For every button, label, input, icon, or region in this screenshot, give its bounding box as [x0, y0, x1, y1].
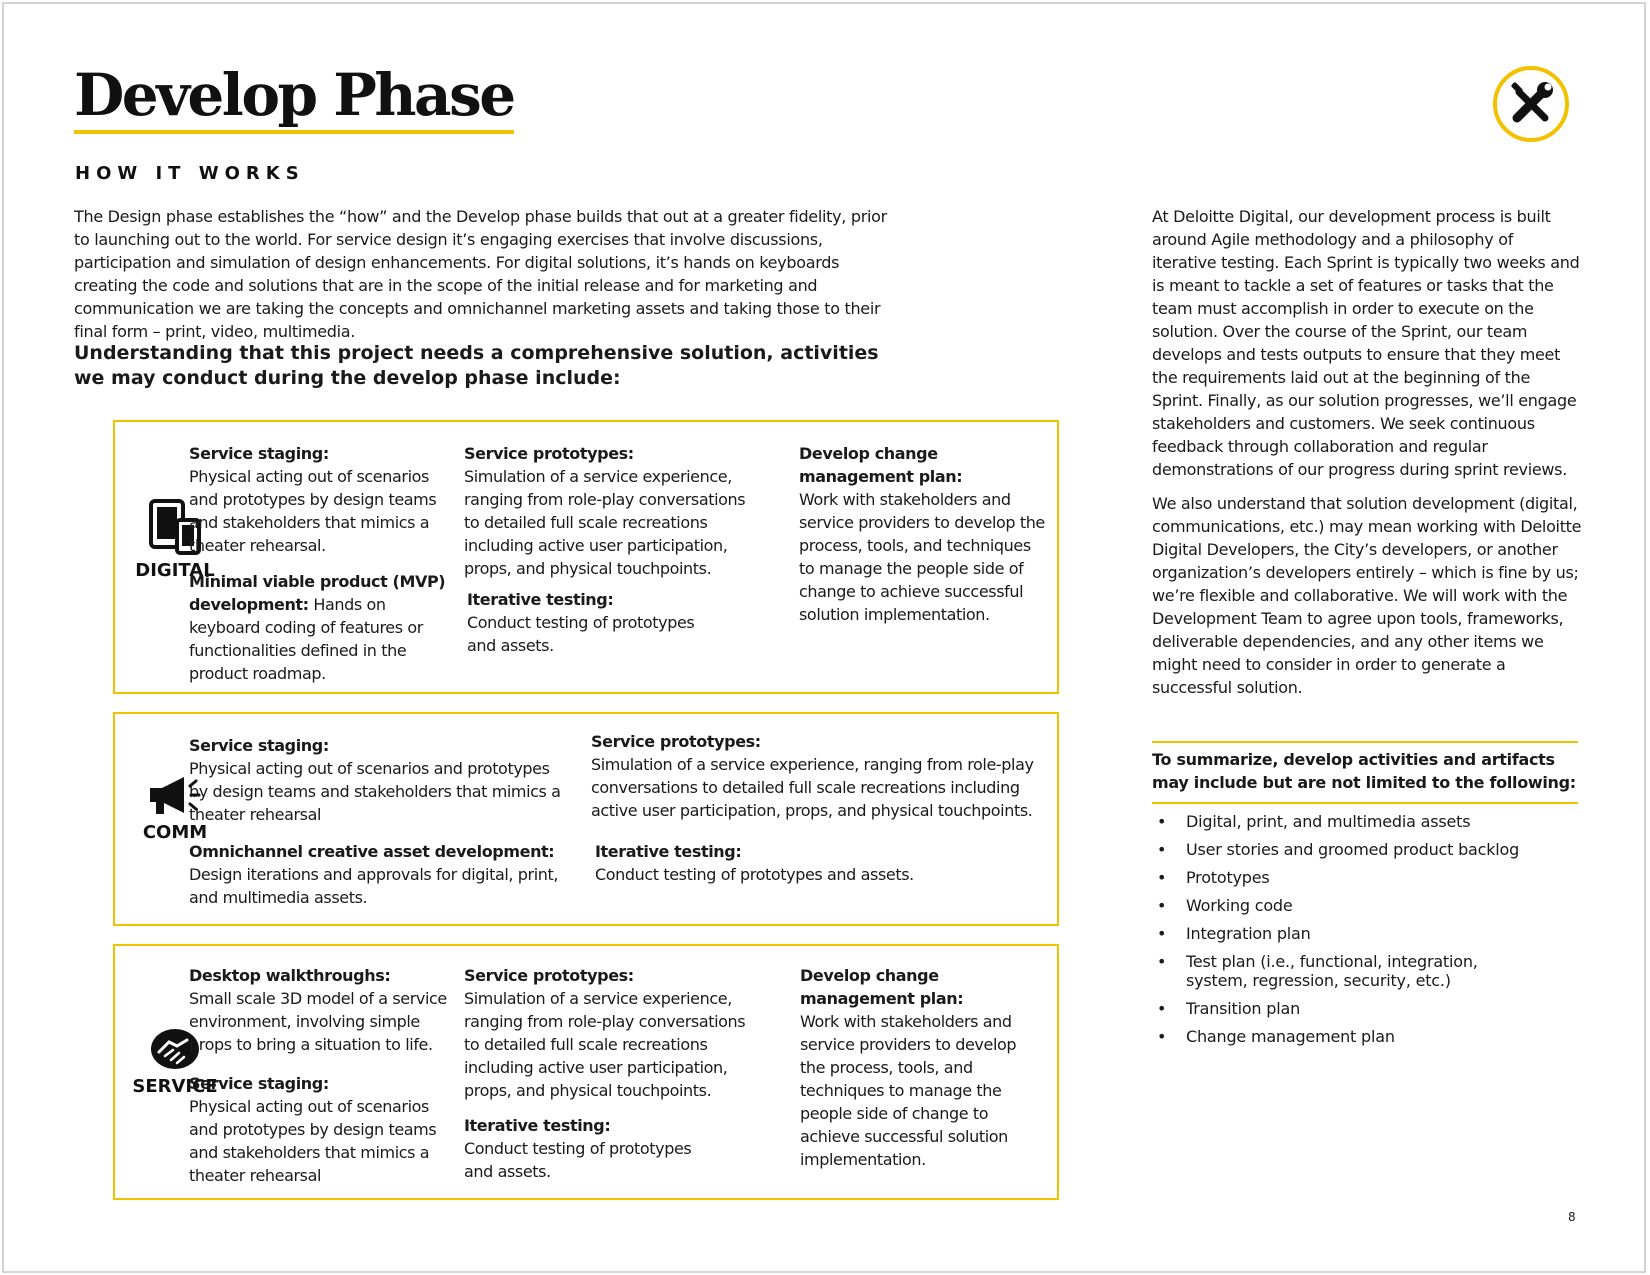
activity-title: Service staging:: [189, 444, 329, 463]
activity-title: Iterative testing:: [595, 842, 742, 861]
digital-service-prototypes: [464, 442, 764, 580]
service-label: SERVICE: [132, 1076, 218, 1097]
activity-title: Service prototypes:: [591, 732, 761, 751]
comm-iterative-testing: [595, 840, 995, 886]
activity-title: Iterative testing:: [467, 590, 614, 609]
digital-label: DIGITAL: [135, 560, 215, 581]
list-item: • Change management plan: [1152, 1027, 1582, 1046]
comm-service-staging: [189, 734, 569, 826]
list-item: • Test plan (i.e., functional, integration, system, regression, security, etc.): [1152, 952, 1486, 990]
service-desktop-walkthroughs: [189, 964, 451, 1056]
digital-service-staging: [189, 442, 459, 557]
activity-body: Simulation of a service experience, ranging from role-play conversations to detailed full scale recreations including active user participation, props, and physical touchpoints.: [464, 467, 746, 578]
activity-body: Physical acting out of scenarios and prototypes by design teams and stakeholders that mimics a theater rehearsal: [189, 1097, 437, 1185]
digital-mvp: [189, 570, 459, 685]
activity-body: Conduct testing of prototypes and assets.: [467, 613, 695, 655]
activity-body: Hands on keyboard coding of features or functionalities defined in the product roadmap.: [189, 595, 423, 683]
page-number: 8: [1568, 1210, 1576, 1224]
activity-body: Simulation of a service experience, ranging from role-play conversations to detailed full scale recreations including active user participation, props, and physical touchpoints.: [591, 755, 1034, 820]
activity-title: Service prototypes:: [464, 444, 634, 463]
comm-service-prototypes: [591, 730, 1041, 822]
list-item: • User stories and groomed product backlog: [1152, 840, 1582, 859]
activity-title: Omnichannel creative asset development:: [189, 842, 555, 861]
activity-title: Service prototypes:: [464, 966, 634, 985]
summary-bottom-rule: [1152, 802, 1578, 804]
activity-title: Develop change management plan:: [799, 444, 963, 486]
activity-title: Service staging:: [189, 1074, 329, 1093]
list-item: • Prototypes: [1152, 868, 1582, 887]
artifacts-list: [1152, 812, 1582, 1046]
list-item: • Working code: [1152, 896, 1582, 915]
development-paragraph: We also understand that solution development (digital, communications, etc.) may mean working with Deloitte Digital Developers, the City’s developers, or another organization’s developers entirely – which is fine by us; we’re flexible and collaborative. We will work with the Development Team to agree upon tools, frameworks, deliverable dependencies, and any other items we might need to consider in order to generate a successful solution.: [1152, 494, 1582, 697]
activity-body: Design iterations and approvals for digital, print, and multimedia assets.: [189, 865, 559, 907]
digital-iterative-testing: [467, 588, 727, 657]
activity-body: Conduct testing of prototypes and assets.: [595, 865, 914, 884]
activity-title: Desktop walkthroughs:: [189, 966, 391, 985]
activity-body: Small scale 3D model of a service environment, involving simple props to bring a situation to life.: [189, 989, 447, 1054]
service-activities-box: [113, 944, 1059, 1200]
activity-body: Physical acting out of scenarios and prototypes by design teams and stakeholders that mimics a theater rehearsal.: [189, 467, 437, 555]
activity-body: Work with stakeholders and service providers to develop the process, tools, and techniques to manage the people side of change to achieve successful solution implementation.: [799, 490, 1045, 624]
list-item: • Transition plan: [1152, 999, 1582, 1018]
summary-top-rule: [1152, 741, 1578, 743]
service-iterative-testing: [464, 1114, 724, 1183]
wrench-screwdriver-icon: [1491, 64, 1571, 144]
digital-change-plan: [799, 442, 1047, 626]
activity-body: Work with stakeholders and service providers to develop the process, tools, and techniques to manage the people side of change to achieve successful solution implementation.: [800, 1012, 1017, 1169]
service-service-staging: [189, 1072, 451, 1187]
activity-body: Simulation of a service experience, ranging from role-play conversations to detailed full scale recreations including active user participation, props, and physical touchpoints.: [464, 989, 746, 1100]
activity-title: Develop change management plan:: [800, 966, 964, 1008]
activity-title: Service staging:: [189, 736, 329, 755]
page-subtitle: HOW IT WORKS: [75, 163, 305, 184]
list-item: • Digital, print, and multimedia assets: [1152, 812, 1582, 831]
activity-body: Physical acting out of scenarios and prototypes by design teams and stakeholders that mimics a theater rehearsal: [189, 759, 561, 824]
service-service-prototypes: [464, 964, 764, 1102]
list-item: • Integration plan: [1152, 924, 1582, 943]
service-change-plan: [800, 964, 1020, 1171]
process-paragraph: At Deloitte Digital, our development process is built around Agile methodology and a philosophy of iterative testing. Each Sprint is typically two weeks and is meant to tackle a set of features or tasks that the team must accomplish in order to execute on the solution. Over the course of the Sprint, our team develops and tests outputs to ensure that they meet the requirements laid out at the beginning of the Sprint. Finally, as our solution progresses, we’ll engage stakeholders and customers. We seek continuous feedback through collaboration and regular demonstrations of our progress during sprint reviews.: [1152, 207, 1580, 479]
comm-omnichannel: [189, 840, 569, 909]
comm-activities-box: [113, 712, 1059, 926]
comm-label: COMM: [142, 822, 208, 843]
activity-title: Minimal viable product (MVP) development:: [189, 572, 446, 614]
activity-body: Conduct testing of prototypes and assets.: [464, 1139, 692, 1181]
digital-activities-box: [113, 420, 1059, 694]
page-title: Develop Phase: [74, 64, 514, 134]
intro-paragraph: The Design phase establishes the “how” and the Develop phase builds that out at a greater fidelity, prior to launching out to the world. For service design it’s engaging exercises that involve discussions, participation and simulation of design enhancements. For digital solutions, it’s hands on keyboards creating the code and solutions that are in the scope of the initial release and for marketing and communication we are taking the concepts and omnichannel marketing assets and taking those to their final form – print, video, multimedia.: [74, 207, 887, 341]
activities-lead: Understanding that this project needs a comprehensive solution, activities we may conduct during the develop phase include:: [74, 342, 879, 389]
activity-title: Iterative testing:: [464, 1116, 611, 1135]
summary-heading: To summarize, develop activities and artifacts may include but are not limited to the following:: [1152, 750, 1576, 792]
